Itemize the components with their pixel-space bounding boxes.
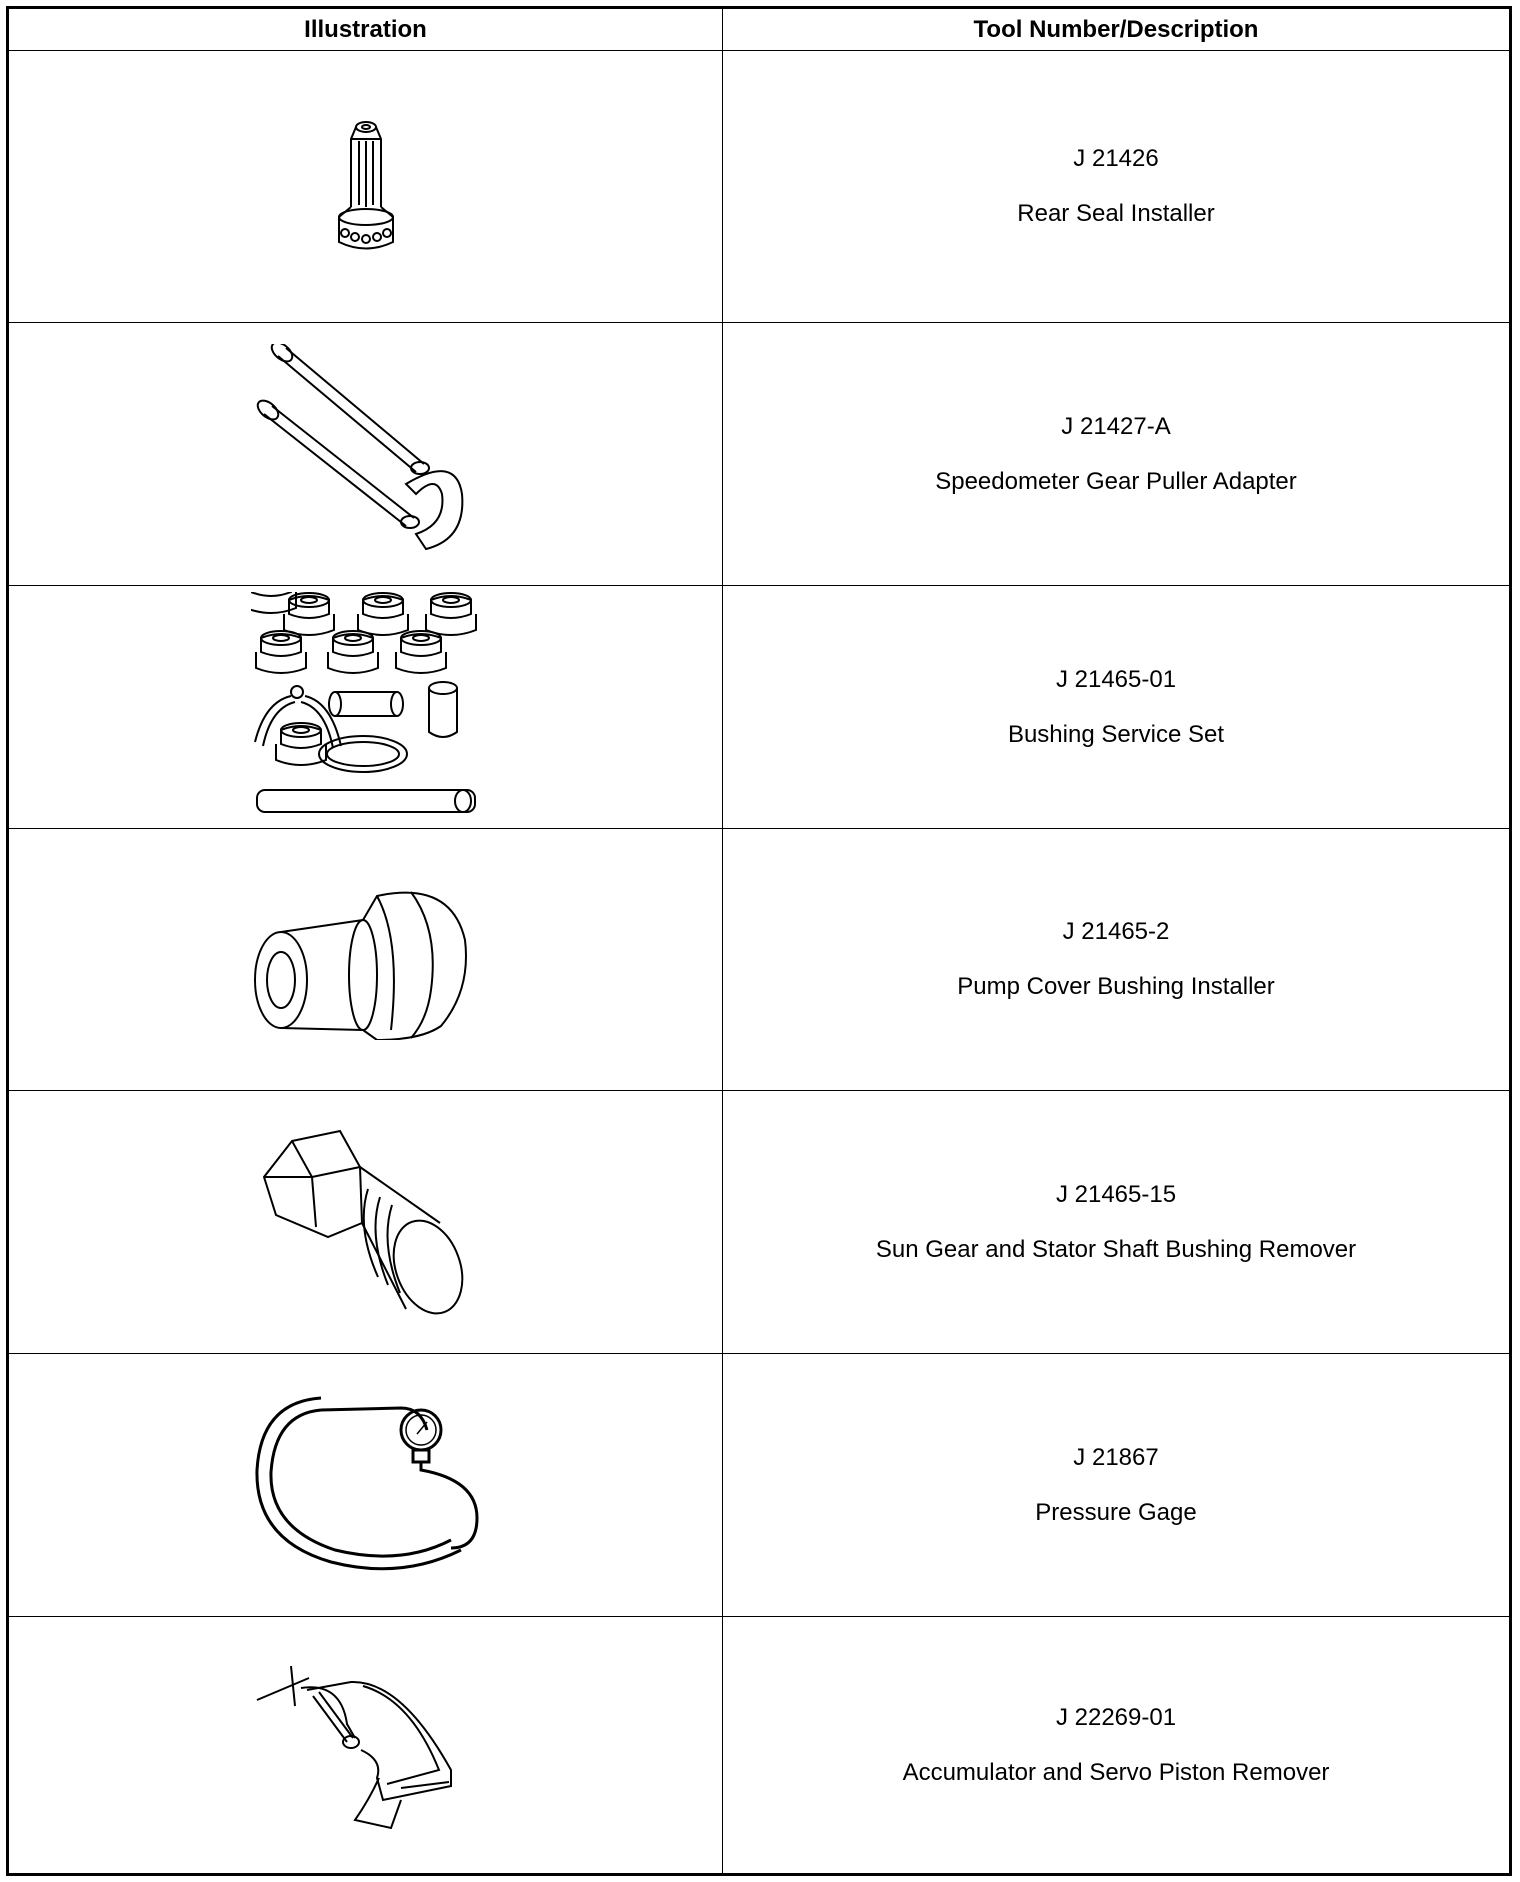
illustration-cell (9, 1091, 723, 1353)
table-row (9, 1091, 1509, 1354)
tool-description: Speedometer Gear Puller Adapter (935, 467, 1297, 495)
tool-number: J 21465-01 (1055, 665, 1177, 693)
tool-description: Pump Cover Bushing Installer (957, 973, 1275, 1000)
bushing-remover-icon (256, 1127, 476, 1317)
tool-description: Pressure Gage (1035, 1498, 1197, 1526)
table-row (9, 829, 1509, 1091)
tool-number: J 22269-01 (1055, 1703, 1177, 1731)
description-cell (723, 51, 1509, 322)
tool-description: Accumulator and Servo Piston Remover (902, 1758, 1330, 1786)
tool-number: J 21426 (1073, 145, 1159, 172)
tool-description: Rear Seal Installer (1017, 200, 1215, 227)
table-header-row (9, 9, 1509, 51)
illustration-cell (9, 1354, 723, 1616)
piston-remover-icon (251, 1660, 481, 1830)
description-column-header: Tool Number/Description (973, 15, 1259, 43)
bushing-installer-icon (251, 880, 481, 1040)
description-cell (723, 1617, 1509, 1873)
tool-number: J 21465-15 (1055, 1180, 1177, 1208)
tool-description: Sun Gear and Stator Shaft Bushing Remover (875, 1235, 1357, 1263)
tool-number: J 21465-2 (1062, 918, 1170, 945)
bushing-service-set-icon (251, 592, 481, 822)
table-row (9, 586, 1509, 829)
illustration-cell (9, 586, 723, 828)
illustration-cell (9, 323, 723, 585)
tool-number: J 21427-A (1061, 412, 1171, 440)
description-cell (723, 586, 1509, 828)
description-cell (723, 1354, 1509, 1616)
illustration-cell (9, 1617, 723, 1873)
table-row (9, 51, 1509, 323)
description-cell (723, 829, 1509, 1090)
table-row (9, 323, 1509, 586)
illustration-cell (9, 51, 723, 322)
tool-description: Bushing Service Set (1007, 720, 1225, 748)
description-cell (723, 1091, 1509, 1353)
pressure-gage-icon (251, 1390, 481, 1580)
table-row (9, 1354, 1509, 1617)
table-row (9, 1617, 1509, 1873)
tools-table (6, 6, 1512, 1876)
tool-number: J 21867 (1073, 1443, 1159, 1471)
illustration-cell (9, 829, 723, 1090)
gear-puller-adapter-icon (256, 344, 476, 564)
illustration-column-header: Illustration (9, 9, 723, 50)
description-cell (723, 323, 1509, 585)
rear-seal-installer-icon (321, 117, 411, 257)
